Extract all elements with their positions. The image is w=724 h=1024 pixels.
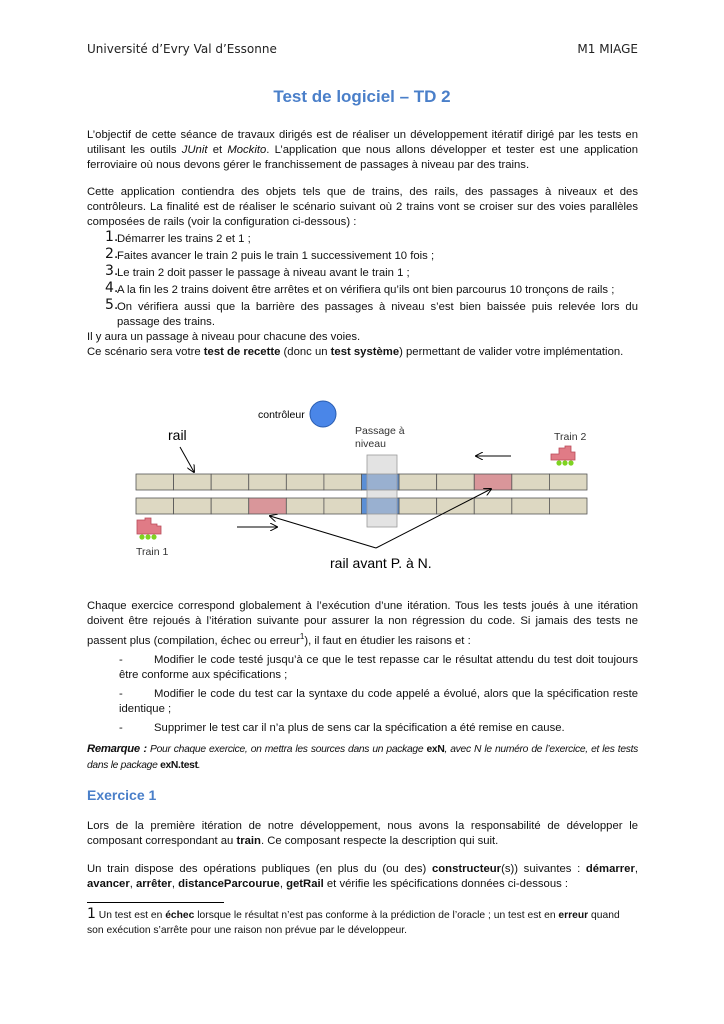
footnote-ref: 1 xyxy=(299,632,305,641)
iteration-paragraph: Chaque exercice correspond globalement à l’exécution d’une itération. Tous les tests joués à une itération doivent être rejoués à l’itération suivante pour assurer la non régression du code. Si jamais des tests ne passent plus (compilation, échec ou erreur$^1$), il faut en étudier les raisons et : xyxy=(87,600,638,647)
list-item: 2. Faites avancer le train 2 puis le train 1 successivement 10 fois ; xyxy=(105,246,435,262)
rail-segment xyxy=(136,498,174,514)
rail-segment xyxy=(211,498,249,514)
rail-before-label: rail avant P. à N. xyxy=(330,555,432,571)
crossing-label: Passage à xyxy=(355,425,405,437)
rail-segment xyxy=(437,474,475,490)
list-item: 3. Le train 2 doit passer le passage à niveau avant le train 1 ; xyxy=(105,263,410,279)
rail-segment xyxy=(549,474,587,490)
level-crossing xyxy=(367,455,397,527)
exercise-1-intro: Lors de la première itération de notre développement, nous avons la responsabilité de développer le composant correspondant au train. Ce composant respecte la description qui suit. xyxy=(87,820,638,847)
list-item: 1. Démarrer les trains 2 et 1 ; xyxy=(105,229,251,245)
rail-segment xyxy=(249,474,287,490)
iteration-section xyxy=(87,599,638,736)
rail-segment xyxy=(474,498,512,514)
rail-segment xyxy=(211,474,249,490)
list-item: - Supprimer le test car il n’a plus de sens car la spécification a été remise en cause. xyxy=(119,721,565,734)
remark: Remarque : Pour chaque exercice, on mettra les sources dans un package exN, avec N le numéro de l’exercice, et les tests dans le package exN.test. xyxy=(87,743,638,771)
list-item: 4. A la fin les 2 trains doivent être arrêtes et on vérifiera qu’ils ont bien parcourus 10 tronçons de rails ; xyxy=(105,280,615,296)
train1-label: Train 1 xyxy=(136,546,169,558)
rail-before-arrow-1 xyxy=(270,516,376,548)
intro-paragraph: L’objectif de cette séance de travaux dirigés est de réaliser un développement itératif dirigé par les tests en utilisant les outils JUnit et Mockito. L’application que nous allons développer et tester est une application ferroviaire où nous devons gérer le franchissement de passages à niveau par des trains. xyxy=(87,129,638,171)
footnote-separator xyxy=(87,902,224,903)
rail-label: rail xyxy=(168,427,187,443)
rail-segment xyxy=(549,498,587,514)
rail-segment xyxy=(324,498,362,514)
list-item: - Modifier le code du test car la syntaxe du code appelé a évolué, alors que la spécification reste identique ; xyxy=(119,687,638,715)
train2-icon xyxy=(551,446,575,466)
rail-segment xyxy=(136,474,174,490)
train1-icon xyxy=(137,518,161,540)
rail-arrow xyxy=(180,447,194,472)
list-item: 5. On vérifiera aussi que la barrière des passages à niveau s’est bien baissée puis relevée lors du passage des trains. xyxy=(105,297,638,328)
rail-segment xyxy=(324,474,362,490)
page-title: Test de logiciel – TD 2 xyxy=(273,87,451,106)
train2-label: Train 2 xyxy=(554,431,587,443)
rail-segment xyxy=(286,474,324,490)
rail-segment xyxy=(174,474,212,490)
rail-before-crossing-segment xyxy=(249,498,287,514)
rail-segment xyxy=(286,498,324,514)
header-program: M1 MIAGE xyxy=(577,42,638,56)
acceptance-test-note: Ce scénario sera votre test de recette (donc un test système) permettant de valider votre implémentation. xyxy=(87,346,624,358)
crossing-note: Il y aura un passage à niveau pour chacune des voies. xyxy=(87,331,361,343)
list-item: - Modifier le code testé jusqu’à ce que le test repasse car le résultat attendu du test doit toujours être conforme aux spécifications ; xyxy=(119,653,638,681)
scenario-paragraph: Cette application contiendra des objets tels que de trains, des rails, des passages à niveaux et des contrôleurs. La finalité est de réaliser le scénario suivant où 2 trains vont se croiser sur des voies parallèles composées de rails (voir la configuration ci-dessous) : xyxy=(87,186,638,228)
crossing-label-2: niveau xyxy=(355,438,386,450)
rail-segment xyxy=(512,498,550,514)
controller-label: contrôleur xyxy=(258,409,305,421)
rail-segment xyxy=(399,474,437,490)
controller-icon xyxy=(310,401,336,427)
rail-segment xyxy=(174,498,212,514)
rail-segment xyxy=(399,498,437,514)
header-university: Université d’Evry Val d’Essonne xyxy=(87,42,277,56)
rail-segment xyxy=(512,474,550,490)
footnote: 1 Un test est en échec lorsque le résultat n’est pas conforme à la prédiction de l’oracle ; un test est en erreur quand son exécution s’arrête pour une raison non prévue par le développeur. xyxy=(87,906,620,936)
exercise-1-operations: Un train dispose des opérations publiques (en plus du (ou des) constructeur(s)) suivantes : démarrer, avancer, arrêter, distanceParcourue, getRail et vérifie les spécifications données ci-dessous : xyxy=(87,863,638,890)
rail-before-crossing-segment xyxy=(474,474,512,490)
exercise-1-heading: Exercice 1 xyxy=(87,787,157,803)
